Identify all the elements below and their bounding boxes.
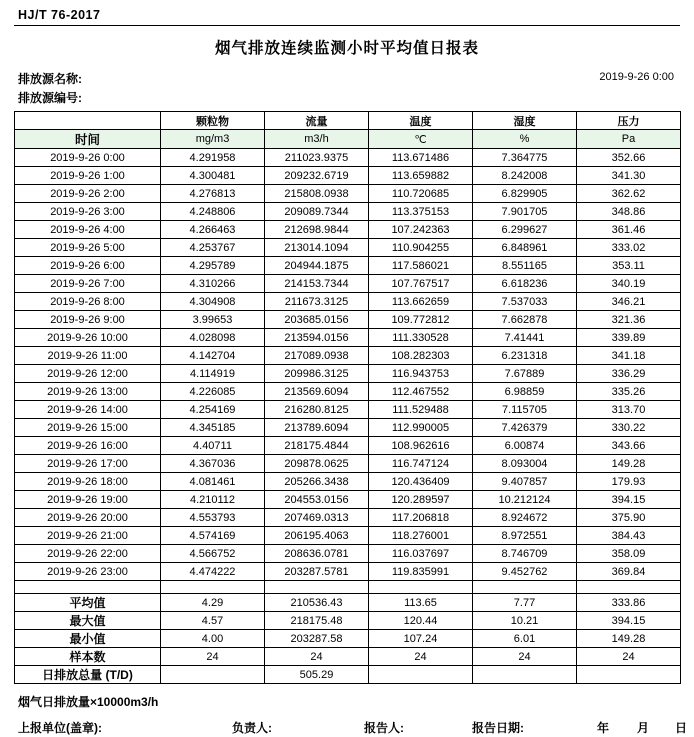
table-row [15,347,681,365]
cell-value-3: 9.452762 [473,563,577,581]
report-unit-label: 上报单位(盖章): [18,721,102,735]
cell-value-0: 4.028098 [161,329,265,347]
cell-time: 2019-9-26 16:00 [15,437,161,455]
cell-value-2: 113.671486 [369,149,473,167]
stat-value-0: 24 [161,648,265,666]
cell-value-0: 4.367036 [161,455,265,473]
cell-value-1: 211673.3125 [265,293,369,311]
total-value-1: 505.29 [265,666,369,684]
cell-value-0: 4.253767 [161,239,265,257]
cell-value-0: 4.304908 [161,293,265,311]
cell-value-4: 375.90 [577,509,681,527]
stat-label: 最大值 [15,612,161,630]
stat-value-1: 210536.43 [265,594,369,612]
cell-value-4: 358.09 [577,545,681,563]
spacer-cell [15,581,161,594]
table-row [15,437,681,455]
stat-label: 平均值 [15,594,161,612]
table-spacer-row [15,581,681,594]
cell-value-3: 6.618236 [473,275,577,293]
table-row [15,311,681,329]
table-row [15,509,681,527]
spacer-cell [265,581,369,594]
header-unit-1: m3/h [265,130,369,149]
cell-value-2: 120.289597 [369,491,473,509]
cell-value-2: 116.943753 [369,365,473,383]
cell-value-3: 8.551165 [473,257,577,275]
cell-value-0: 4.553793 [161,509,265,527]
table-row [15,167,681,185]
cell-time: 2019-9-26 13:00 [15,383,161,401]
table-body [15,149,681,684]
cell-value-2: 112.990005 [369,419,473,437]
cell-time: 2019-9-26 6:00 [15,257,161,275]
cell-value-0: 4.300481 [161,167,265,185]
cell-value-2: 107.242363 [369,221,473,239]
stat-value-4: 394.15 [577,612,681,630]
stat-value-3: 7.77 [473,594,577,612]
stat-row [15,630,681,648]
cell-value-3: 8.093004 [473,455,577,473]
cell-time: 2019-9-26 5:00 [15,239,161,257]
cell-value-2: 116.747124 [369,455,473,473]
total-label: 日排放总量 (T/D) [15,666,161,684]
table-row [15,383,681,401]
total-value-2 [369,666,473,684]
cell-value-3: 8.924672 [473,509,577,527]
source-code-label: 排放源编号: [18,91,82,105]
cell-time: 2019-9-26 0:00 [15,149,161,167]
cell-value-4: 346.21 [577,293,681,311]
stat-label: 样本数 [15,648,161,666]
stat-value-0: 4.00 [161,630,265,648]
cell-value-0: 4.345185 [161,419,265,437]
spacer-cell [473,581,577,594]
total-value-0 [161,666,265,684]
cell-value-0: 4.114919 [161,365,265,383]
cell-value-3: 6.848961 [473,239,577,257]
spacer-cell [577,581,681,594]
cell-time: 2019-9-26 14:00 [15,401,161,419]
cell-value-1: 209089.7344 [265,203,369,221]
cell-value-4: 339.89 [577,329,681,347]
cell-value-1: 203685.0156 [265,311,369,329]
cell-value-1: 207469.0313 [265,509,369,527]
total-row [15,666,681,684]
stat-value-2: 107.24 [369,630,473,648]
cell-value-1: 204553.0156 [265,491,369,509]
cell-value-4: 348.86 [577,203,681,221]
cell-time: 2019-9-26 12:00 [15,365,161,383]
cell-value-0: 4.566752 [161,545,265,563]
cell-value-1: 218175.4844 [265,437,369,455]
cell-value-0: 4.310266 [161,275,265,293]
header-unit-2: ℃ [369,130,473,149]
table-row [15,563,681,581]
cell-time: 2019-9-26 8:00 [15,293,161,311]
cell-time: 2019-9-26 10:00 [15,329,161,347]
cell-time: 2019-9-26 21:00 [15,527,161,545]
cell-value-2: 107.767517 [369,275,473,293]
cell-time: 2019-9-26 4:00 [15,221,161,239]
header-param-2: 温度 [369,112,473,130]
cell-value-0: 4.574169 [161,527,265,545]
cell-value-0: 4.276813 [161,185,265,203]
cell-value-2: 109.772812 [369,311,473,329]
table-row [15,293,681,311]
cell-value-4: 313.70 [577,401,681,419]
cell-value-3: 9.407857 [473,473,577,491]
cell-value-3: 7.67889 [473,365,577,383]
stat-value-3: 24 [473,648,577,666]
cell-value-4: 321.36 [577,311,681,329]
table-header-params [15,112,681,130]
total-value-3 [473,666,577,684]
table-row [15,473,681,491]
cell-value-1: 211023.9375 [265,149,369,167]
cell-value-2: 120.436409 [369,473,473,491]
table-row [15,257,681,275]
cell-value-4: 341.18 [577,347,681,365]
stat-value-0: 4.57 [161,612,265,630]
cell-value-4: 341.30 [577,167,681,185]
cell-value-0: 4.142704 [161,347,265,365]
cell-value-1: 213594.0156 [265,329,369,347]
table-row [15,275,681,293]
spacer-cell [369,581,473,594]
cell-value-2: 116.037697 [369,545,473,563]
stat-value-4: 149.28 [577,630,681,648]
stat-row [15,594,681,612]
cell-value-2: 117.586021 [369,257,473,275]
cell-value-4: 362.62 [577,185,681,203]
table-row [15,329,681,347]
meta-row [14,70,680,108]
cell-value-4: 330.22 [577,419,681,437]
cell-value-3: 7.364775 [473,149,577,167]
stat-value-2: 24 [369,648,473,666]
table-row [15,185,681,203]
cell-value-0: 4.474222 [161,563,265,581]
cell-value-1: 209878.0625 [265,455,369,473]
cell-value-2: 108.962616 [369,437,473,455]
cell-value-1: 213014.1094 [265,239,369,257]
daily-flow-note: 烟气日排放量×10000m3/h [18,695,159,709]
report-datetime: 2019-9-26 0:00 [599,71,674,83]
standard-code: HJ/T 76-2017 [18,8,101,22]
cell-value-2: 119.835991 [369,563,473,581]
cell-time: 2019-9-26 20:00 [15,509,161,527]
table-row [15,545,681,563]
cell-value-2: 111.529488 [369,401,473,419]
cell-value-1: 212698.9844 [265,221,369,239]
cell-value-3: 6.00874 [473,437,577,455]
cell-time: 2019-9-26 22:00 [15,545,161,563]
data-table [14,111,681,684]
cell-value-2: 118.276001 [369,527,473,545]
cell-time: 2019-9-26 9:00 [15,311,161,329]
cell-value-1: 206195.4063 [265,527,369,545]
cell-value-4: 384.43 [577,527,681,545]
cell-value-2: 117.206818 [369,509,473,527]
spacer-cell [161,581,265,594]
cell-time: 2019-9-26 7:00 [15,275,161,293]
cell-value-3: 7.426379 [473,419,577,437]
cell-value-3: 8.746709 [473,545,577,563]
total-value-4 [577,666,681,684]
cell-value-4: 369.84 [577,563,681,581]
table-row [15,239,681,257]
report-date-label: 报告日期: [472,721,524,735]
header-time-label: 时间 [15,130,161,149]
cell-value-0: 4.295789 [161,257,265,275]
page-title: 烟气排放连续监测小时平均值日报表 [214,40,479,57]
cell-value-2: 113.662659 [369,293,473,311]
cell-value-3: 6.299627 [473,221,577,239]
source-name-label: 排放源名称: [18,72,82,86]
cell-value-3: 8.242008 [473,167,577,185]
cell-value-3: 7.41441 [473,329,577,347]
cell-value-4: 352.66 [577,149,681,167]
cell-value-2: 110.720685 [369,185,473,203]
stat-value-3: 10.21 [473,612,577,630]
cell-value-3: 8.972551 [473,527,577,545]
cell-time: 2019-9-26 19:00 [15,491,161,509]
cell-value-1: 203287.5781 [265,563,369,581]
cell-value-1: 209986.3125 [265,365,369,383]
stat-value-0: 4.29 [161,594,265,612]
cell-value-3: 7.537033 [473,293,577,311]
cell-value-1: 209232.6719 [265,167,369,185]
cell-value-2: 113.659882 [369,167,473,185]
stat-row [15,612,681,630]
cell-value-3: 7.662878 [473,311,577,329]
header-unit-3: % [473,130,577,149]
cell-value-0: 3.99653 [161,311,265,329]
cell-value-4: 394.15 [577,491,681,509]
table-row [15,491,681,509]
cell-value-2: 111.330528 [369,329,473,347]
cell-time: 2019-9-26 17:00 [15,455,161,473]
cell-value-3: 7.901705 [473,203,577,221]
cell-value-4: 336.29 [577,365,681,383]
cell-value-2: 108.282303 [369,347,473,365]
cell-value-0: 4.248806 [161,203,265,221]
header-param-4: 压力 [577,112,681,130]
cell-value-3: 7.115705 [473,401,577,419]
cell-value-1: 208636.0781 [265,545,369,563]
cell-time: 2019-9-26 3:00 [15,203,161,221]
day-label: 日 [675,721,688,735]
table-row [15,365,681,383]
cell-value-0: 4.291958 [161,149,265,167]
stat-value-1: 218175.48 [265,612,369,630]
cell-value-0: 4.081461 [161,473,265,491]
year-label: 年 [597,721,610,735]
table-row [15,149,681,167]
cell-value-4: 343.66 [577,437,681,455]
cell-value-3: 6.829905 [473,185,577,203]
cell-time: 2019-9-26 23:00 [15,563,161,581]
cell-value-4: 353.11 [577,257,681,275]
cell-value-2: 113.375153 [369,203,473,221]
cell-value-4: 149.28 [577,455,681,473]
source-info [18,70,82,108]
cell-value-4: 179.93 [577,473,681,491]
stat-value-1: 203287.58 [265,630,369,648]
table-row [15,455,681,473]
cell-value-2: 110.904255 [369,239,473,257]
cell-value-1: 215808.0938 [265,185,369,203]
table-row [15,401,681,419]
stat-value-3: 6.01 [473,630,577,648]
header-unit-0: mg/m3 [161,130,265,149]
cell-value-1: 217089.0938 [265,347,369,365]
cell-time: 2019-9-26 11:00 [15,347,161,365]
month-label: 月 [637,721,650,735]
cell-value-0: 4.226085 [161,383,265,401]
table-row [15,527,681,545]
cell-value-1: 205266.3438 [265,473,369,491]
cell-value-4: 361.46 [577,221,681,239]
header-param-3: 湿度 [473,112,577,130]
signature-row [14,719,688,737]
reporter-label: 报告人: [364,721,404,735]
cell-value-3: 10.212124 [473,491,577,509]
cell-time: 2019-9-26 18:00 [15,473,161,491]
cell-value-0: 4.266463 [161,221,265,239]
cell-value-1: 213569.6094 [265,383,369,401]
cell-value-4: 333.02 [577,239,681,257]
header-unit-4: Pa [577,130,681,149]
cell-value-1: 216280.8125 [265,401,369,419]
stat-row [15,648,681,666]
table-row [15,203,681,221]
cell-value-2: 112.467552 [369,383,473,401]
cell-time: 2019-9-26 2:00 [15,185,161,203]
cell-value-1: 213789.6094 [265,419,369,437]
header-param-0: 颗粒物 [161,112,265,130]
responsible-label: 负责人: [232,721,272,735]
header-param-1: 流量 [265,112,369,130]
table-row [15,419,681,437]
cell-value-3: 6.98859 [473,383,577,401]
cell-value-0: 4.254169 [161,401,265,419]
cell-value-4: 335.26 [577,383,681,401]
table-header-units [15,130,681,149]
stat-label: 最小值 [15,630,161,648]
cell-value-0: 4.40711 [161,437,265,455]
cell-value-1: 204944.1875 [265,257,369,275]
header-divider [14,25,680,26]
header-blank-cell [15,112,161,130]
cell-value-1: 214153.7344 [265,275,369,293]
stat-value-2: 120.44 [369,612,473,630]
stat-value-4: 333.86 [577,594,681,612]
stat-value-2: 113.65 [369,594,473,612]
cell-time: 2019-9-26 15:00 [15,419,161,437]
cell-value-0: 4.210112 [161,491,265,509]
stat-value-4: 24 [577,648,681,666]
cell-time: 2019-9-26 1:00 [15,167,161,185]
cell-value-3: 6.231318 [473,347,577,365]
cell-value-4: 340.19 [577,275,681,293]
stat-value-1: 24 [265,648,369,666]
table-row [15,221,681,239]
